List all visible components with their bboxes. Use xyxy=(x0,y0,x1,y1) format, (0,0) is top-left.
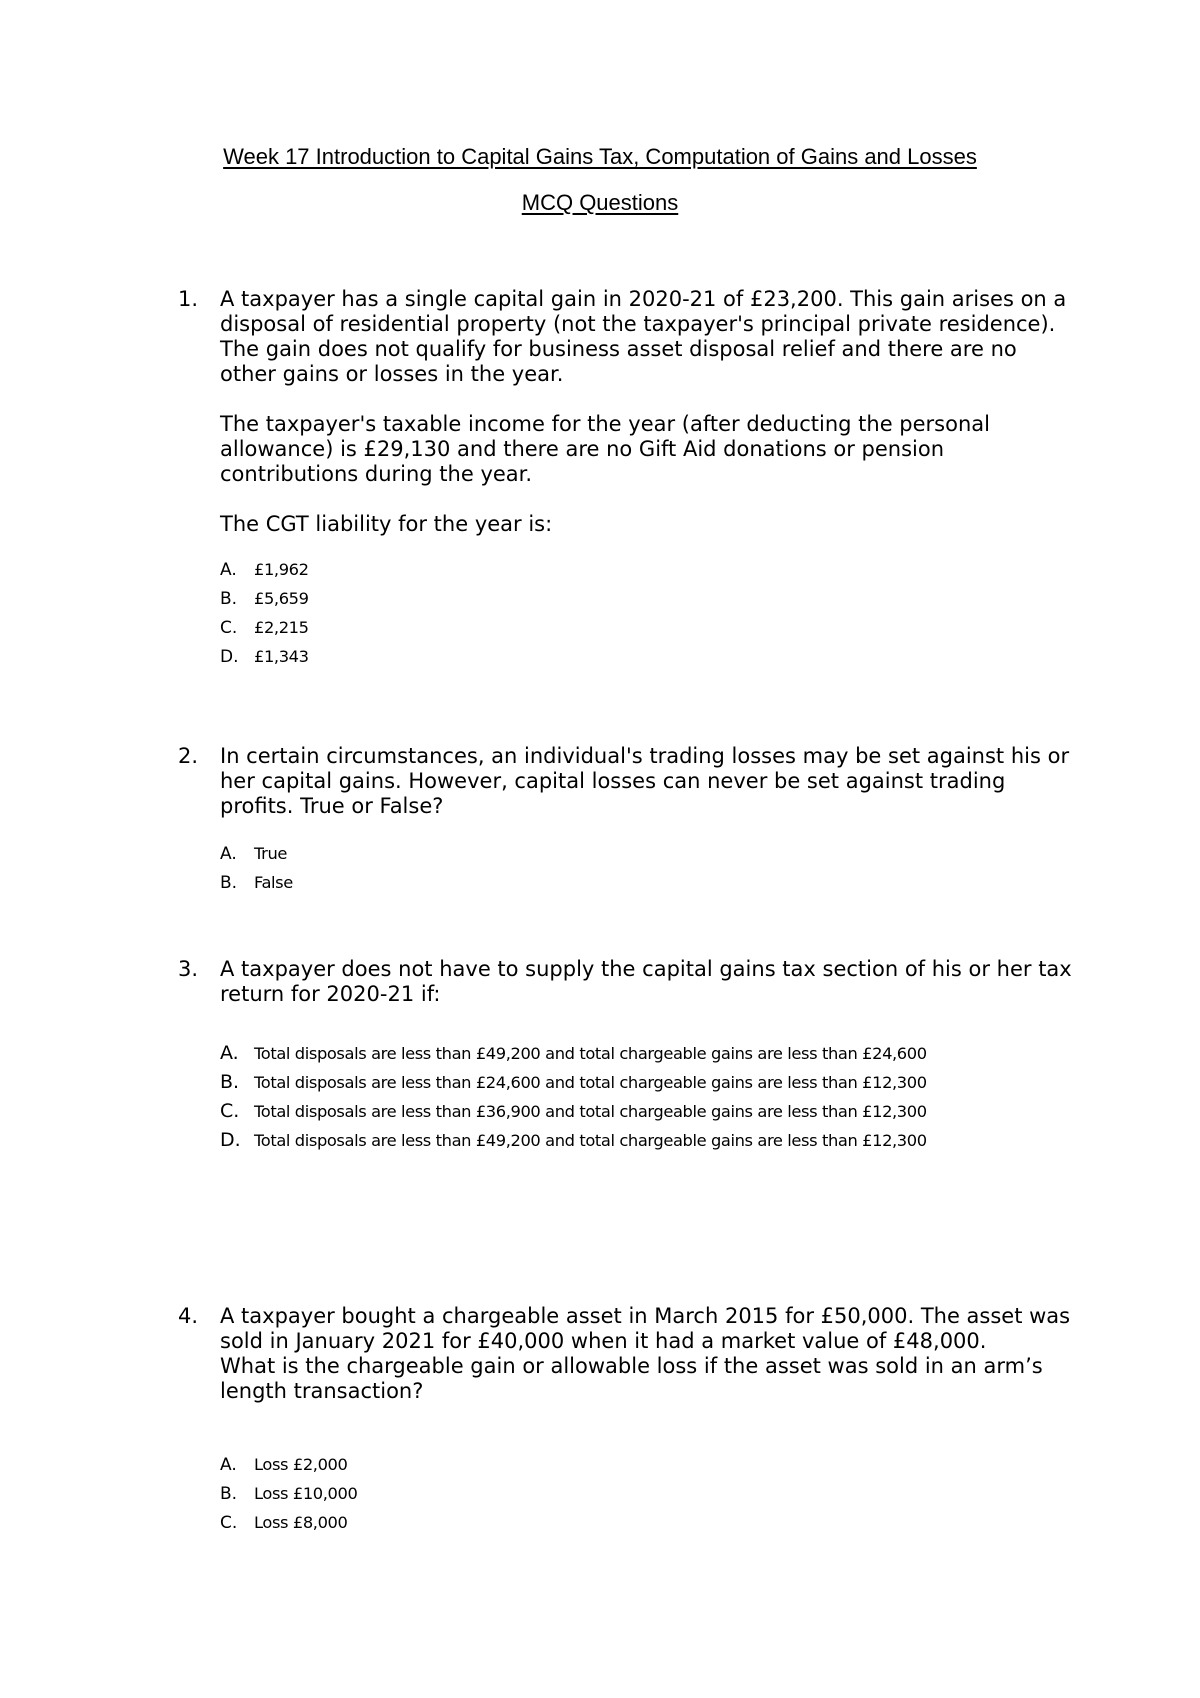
option-letter: B. xyxy=(220,1484,238,1504)
answer-option-b[interactable] xyxy=(220,584,1080,613)
option-letter: A. xyxy=(220,1042,239,1064)
answer-options xyxy=(220,555,1080,671)
question-paragraph: In certain circumstances, an individual's trading losses may be set against his or her capital gains. However, capital losses can never be set against trading profits. True or False? xyxy=(220,744,1070,818)
question-number: 4. xyxy=(178,1304,199,1328)
option-letter: D. xyxy=(220,647,239,667)
answer-options xyxy=(220,1039,1080,1155)
document-title: Week 17 Introduction to Capital Gains Tax, Computation of Gains and Losses xyxy=(223,144,977,169)
option-text: False xyxy=(254,873,293,892)
option-text: Total disposals are less than £49,200 and total chargeable gains are less than £12,300 xyxy=(254,1131,927,1150)
question-text xyxy=(220,1304,1078,1404)
answer-option-d[interactable] xyxy=(220,1126,1080,1155)
question-number: 1. xyxy=(178,287,199,311)
option-letter: C. xyxy=(220,1513,238,1533)
option-letter: A. xyxy=(220,1455,237,1475)
option-text: £1,962 xyxy=(254,560,309,579)
option-letter: B. xyxy=(220,873,238,893)
option-text: True xyxy=(254,844,287,863)
option-text: Loss £8,000 xyxy=(254,1513,348,1532)
option-text: Total disposals are less than £36,900 and total chargeable gains are less than £12,300 xyxy=(254,1102,927,1121)
answer-option-b[interactable] xyxy=(220,868,1080,897)
question-text xyxy=(220,744,1078,819)
answer-option-b[interactable] xyxy=(220,1479,1080,1508)
answer-option-d[interactable] xyxy=(220,642,1080,671)
question-paragraph: A taxpayer does not have to supply the capital gains tax section of his or her tax return for 2020-21 if: xyxy=(220,957,1072,1006)
option-letter: D. xyxy=(220,1129,241,1151)
option-text: Total disposals are less than £24,600 and total chargeable gains are less than £12,300 xyxy=(254,1073,927,1092)
option-letter: C. xyxy=(220,618,238,638)
question-paragraph: A taxpayer has a single capital gain in 2020-21 of £23,200. This gain arises on a disposal of residential property (not the taxpayer's principal private residence). The gain does not qualify for business asset disposal relief and there are no other gains or losses in the year. xyxy=(220,287,1067,386)
answer-option-a[interactable] xyxy=(220,1039,1080,1068)
question-number: 2. xyxy=(178,744,199,768)
question-text xyxy=(220,287,1078,537)
option-letter: B. xyxy=(220,1071,240,1093)
answer-option-a[interactable] xyxy=(220,555,1080,584)
answer-options xyxy=(220,839,1080,897)
option-letter: A. xyxy=(220,560,237,580)
option-text: £1,343 xyxy=(254,647,309,666)
option-letter: C. xyxy=(220,1100,240,1122)
answer-options xyxy=(220,1450,1080,1537)
answer-option-a[interactable] xyxy=(220,1450,1080,1479)
answer-option-b[interactable] xyxy=(220,1068,1080,1097)
question-number: 3. xyxy=(178,957,199,981)
answer-option-c[interactable] xyxy=(220,613,1080,642)
option-text: Total disposals are less than £49,200 and total chargeable gains are less than £24,600 xyxy=(254,1044,927,1063)
question-paragraph: A taxpayer bought a chargeable asset in March 2015 for £50,000. The asset was sold in January 2021 for £40,000 when it had a market value of £48,000. xyxy=(220,1304,1071,1353)
question-paragraph: The taxpayer's taxable income for the year (after deducting the personal allowance) is £29,130 and there are no Gift Aid donations or pension contributions during the year. xyxy=(220,412,990,486)
question-text xyxy=(220,957,1078,1007)
option-text: Loss £2,000 xyxy=(254,1455,348,1474)
option-letter: B. xyxy=(220,589,238,609)
question-paragraph: The CGT liability for the year is: xyxy=(220,512,553,536)
answer-option-a[interactable] xyxy=(220,839,1080,868)
option-text: Loss £10,000 xyxy=(254,1484,358,1503)
option-text: £2,215 xyxy=(254,618,309,637)
document-subtitle: MCQ Questions xyxy=(521,190,679,215)
answer-option-c[interactable] xyxy=(220,1508,1080,1537)
option-text: £5,659 xyxy=(254,589,309,608)
question-paragraph: What is the chargeable gain or allowable loss if the asset was sold in an arm’s length transaction? xyxy=(220,1354,1043,1403)
option-letter: A. xyxy=(220,844,237,864)
answer-option-c[interactable] xyxy=(220,1097,1080,1126)
